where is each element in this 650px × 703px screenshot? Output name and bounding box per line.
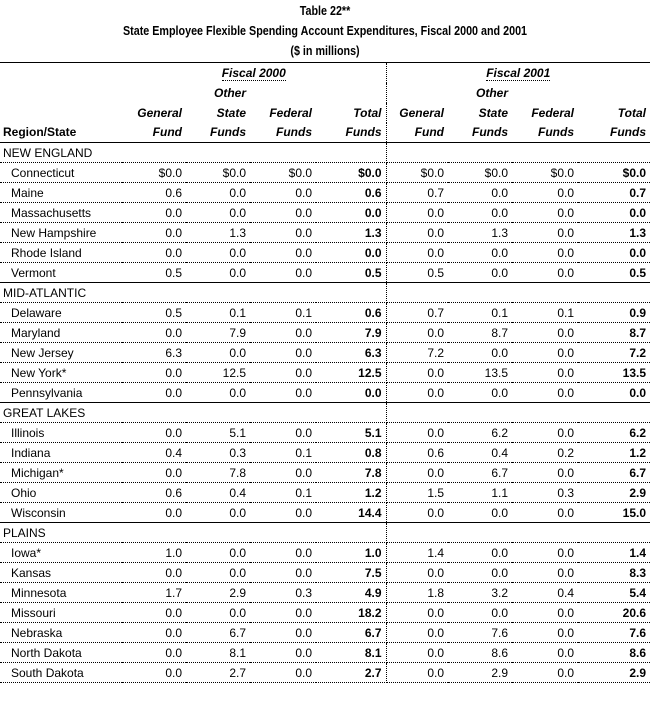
value-cell: 0.8	[316, 443, 386, 463]
value-cell: 0.0	[122, 663, 186, 683]
value-cell: 0.0	[448, 263, 512, 283]
value-cell: 7.9	[186, 323, 250, 343]
value-cell: 0.0	[386, 643, 448, 663]
table-row	[0, 203, 650, 223]
region-name: NEW ENGLAND	[0, 143, 122, 163]
header-total-2001: Total	[617, 105, 646, 120]
value-cell: 6.7	[186, 623, 250, 643]
value-cell: 0.0	[512, 203, 578, 223]
value-cell: 0.0	[448, 543, 512, 563]
table-row	[0, 323, 650, 343]
value-cell: 0.0	[512, 463, 578, 483]
value-cell: 0.1	[186, 303, 250, 323]
value-cell: 0.0	[250, 503, 316, 523]
value-cell: 0.0	[386, 243, 448, 263]
value-cell: 0.0	[512, 263, 578, 283]
value-cell: 0.0	[512, 343, 578, 363]
value-cell: 6.2	[448, 423, 512, 443]
value-cell: 0.0	[122, 623, 186, 643]
value-cell: 0.0	[386, 503, 448, 523]
region-header-row	[0, 143, 650, 163]
value-cell: 8.3	[578, 563, 650, 583]
state-name: Indiana	[0, 443, 122, 463]
state-name: Connecticut	[0, 163, 122, 183]
value-cell: 0.6	[122, 183, 186, 203]
value-cell: 0.0	[250, 663, 316, 683]
value-cell: 7.9	[316, 323, 386, 343]
value-cell: 1.0	[122, 543, 186, 563]
value-cell: 5.1	[316, 423, 386, 443]
value-cell: 0.4	[122, 443, 186, 463]
value-cell: 8.1	[316, 643, 386, 663]
table-title: State Employee Flexible Spending Account Expenditures, Fiscal 2000 and 2001	[122, 24, 528, 38]
value-cell: 0.0	[122, 323, 186, 343]
value-cell: 1.7	[122, 583, 186, 603]
value-cell: 0.0	[186, 503, 250, 523]
table-row	[0, 343, 650, 363]
value-cell: 2.9	[578, 483, 650, 503]
fiscal-2001-header: Fiscal 2001	[486, 65, 551, 80]
value-cell: 0.0	[512, 543, 578, 563]
value-cell: 1.8	[386, 583, 448, 603]
region-name: GREAT LAKES	[0, 403, 122, 423]
value-cell: 0.0	[448, 383, 512, 403]
header-row-other	[0, 83, 650, 103]
value-cell: 0.0	[250, 623, 316, 643]
value-cell: 6.7	[448, 463, 512, 483]
value-cell: 0.6	[316, 303, 386, 323]
state-name: Missouri	[0, 603, 122, 623]
value-cell: 0.0	[512, 563, 578, 583]
value-cell: $0.0	[186, 163, 250, 183]
header-funds-federal-2001: Funds	[538, 125, 574, 140]
state-name: Maine	[0, 183, 122, 203]
value-cell: 0.0	[316, 203, 386, 223]
value-cell: 7.8	[186, 463, 250, 483]
value-cell: $0.0	[122, 163, 186, 183]
state-name: New Hampshire	[0, 223, 122, 243]
value-cell: 0.0	[122, 603, 186, 623]
value-cell: 0.0	[186, 563, 250, 583]
value-cell: 0.0	[448, 563, 512, 583]
state-name: Minnesota	[0, 583, 122, 603]
value-cell: 6.3	[316, 343, 386, 363]
table-body	[0, 143, 650, 683]
fiscal-2000-header: Fiscal 2000	[221, 65, 286, 80]
value-cell: 0.3	[250, 583, 316, 603]
value-cell: 0.0	[250, 243, 316, 263]
state-name: Vermont	[0, 263, 122, 283]
value-cell: 0.0	[512, 183, 578, 203]
value-cell: 0.0	[186, 243, 250, 263]
value-cell: 0.5	[122, 303, 186, 323]
table-title-block	[0, 0, 650, 62]
state-name: South Dakota	[0, 663, 122, 683]
value-cell: 0.0	[386, 603, 448, 623]
value-cell: 0.0	[386, 423, 448, 443]
value-cell: 0.0	[448, 343, 512, 363]
value-cell: 0.0	[186, 263, 250, 283]
value-cell: 0.0	[186, 543, 250, 563]
value-cell: 13.5	[578, 363, 650, 383]
value-cell: 0.0	[578, 383, 650, 403]
state-name: Rhode Island	[0, 243, 122, 263]
value-cell: 0.7	[386, 303, 448, 323]
value-cell: 7.8	[316, 463, 386, 483]
value-cell: 4.9	[316, 583, 386, 603]
value-cell: 0.0	[122, 383, 186, 403]
value-cell: 0.0	[386, 383, 448, 403]
fsa-expenditures-table	[0, 62, 650, 683]
value-cell: 0.3	[512, 483, 578, 503]
header-general-2001: General	[399, 105, 444, 120]
table-number: Table 22**	[299, 4, 351, 18]
header-funds-total-2001: Funds	[610, 125, 646, 140]
state-name: Illinois	[0, 423, 122, 443]
value-cell: 0.0	[250, 643, 316, 663]
value-cell: 0.0	[512, 223, 578, 243]
table-row	[0, 663, 650, 683]
state-name: North Dakota	[0, 643, 122, 663]
value-cell: 0.0	[250, 203, 316, 223]
value-cell: 1.2	[316, 483, 386, 503]
value-cell: 0.0	[512, 363, 578, 383]
header-federal-2000: Federal	[269, 105, 312, 120]
table-units: ($ in millions)	[290, 44, 360, 58]
region-name: MID-ATLANTIC	[0, 283, 122, 303]
value-cell: 0.0	[122, 423, 186, 443]
value-cell: 0.0	[186, 203, 250, 223]
table-row	[0, 463, 650, 483]
value-cell: 0.0	[122, 223, 186, 243]
table-row	[0, 563, 650, 583]
value-cell: 0.0	[512, 423, 578, 443]
value-cell: 0.4	[512, 583, 578, 603]
table-row	[0, 623, 650, 643]
value-cell: 0.0	[122, 503, 186, 523]
value-cell: 0.0	[250, 363, 316, 383]
value-cell: 0.1	[250, 303, 316, 323]
value-cell: 0.0	[316, 243, 386, 263]
value-cell: 0.0	[250, 343, 316, 363]
value-cell: 0.5	[578, 263, 650, 283]
value-cell: 0.0	[512, 243, 578, 263]
value-cell: 6.3	[122, 343, 186, 363]
value-cell: 0.0	[386, 203, 448, 223]
value-cell: 8.6	[448, 643, 512, 663]
value-cell: 8.1	[186, 643, 250, 663]
value-cell: 0.0	[386, 363, 448, 383]
state-name: Michigan*	[0, 463, 122, 483]
value-cell: 8.6	[578, 643, 650, 663]
value-cell: $0.0	[316, 163, 386, 183]
value-cell: 1.2	[578, 443, 650, 463]
header-region-state: Region/State	[3, 125, 77, 140]
state-name: New Jersey	[0, 343, 122, 363]
value-cell: 0.0	[186, 603, 250, 623]
value-cell: 0.0	[186, 343, 250, 363]
value-cell: 0.0	[386, 463, 448, 483]
value-cell: 2.7	[316, 663, 386, 683]
value-cell: 0.9	[578, 303, 650, 323]
value-cell: 0.0	[122, 643, 186, 663]
value-cell: 1.4	[386, 543, 448, 563]
value-cell: $0.0	[578, 163, 650, 183]
value-cell: 0.0	[186, 183, 250, 203]
state-name: Maryland	[0, 323, 122, 343]
value-cell: 0.4	[186, 483, 250, 503]
value-cell: 0.0	[512, 623, 578, 643]
header-row-fund	[0, 123, 650, 143]
table-row	[0, 243, 650, 263]
value-cell: 0.0	[512, 503, 578, 523]
state-name: New York*	[0, 363, 122, 383]
value-cell: 0.0	[122, 203, 186, 223]
state-name: Kansas	[0, 563, 122, 583]
value-cell: 0.0	[250, 563, 316, 583]
table-row	[0, 603, 650, 623]
value-cell: 6.2	[578, 423, 650, 443]
header-state-2001: State	[478, 105, 508, 120]
value-cell: 0.0	[512, 323, 578, 343]
value-cell: 8.7	[578, 323, 650, 343]
value-cell: 0.0	[250, 543, 316, 563]
value-cell: 20.6	[578, 603, 650, 623]
table-row	[0, 183, 650, 203]
value-cell: 0.0	[512, 643, 578, 663]
value-cell: 0.0	[122, 463, 186, 483]
region-header-row	[0, 523, 650, 543]
value-cell: 12.5	[316, 363, 386, 383]
value-cell: 0.1	[512, 303, 578, 323]
value-cell: 2.9	[448, 663, 512, 683]
value-cell: 0.6	[316, 183, 386, 203]
header-row-type	[0, 103, 650, 123]
value-cell: 1.3	[316, 223, 386, 243]
value-cell: 0.4	[448, 443, 512, 463]
table-row	[0, 583, 650, 603]
value-cell: 0.5	[122, 263, 186, 283]
value-cell: 0.0	[578, 243, 650, 263]
value-cell: 0.0	[448, 183, 512, 203]
value-cell: 0.1	[448, 303, 512, 323]
value-cell: 7.2	[578, 343, 650, 363]
table-row	[0, 483, 650, 503]
value-cell: 15.0	[578, 503, 650, 523]
value-cell: 0.2	[512, 443, 578, 463]
value-cell: 7.6	[578, 623, 650, 643]
value-cell: 14.4	[316, 503, 386, 523]
table-row	[0, 363, 650, 383]
value-cell: 1.3	[578, 223, 650, 243]
value-cell: 0.0	[250, 423, 316, 443]
header-fund-2000: Fund	[152, 125, 182, 140]
value-cell: 0.0	[448, 203, 512, 223]
header-funds-state-2000: Funds	[210, 125, 246, 140]
value-cell: 1.1	[448, 483, 512, 503]
value-cell: 0.0	[250, 603, 316, 623]
value-cell: 0.0	[186, 383, 250, 403]
value-cell: 0.3	[186, 443, 250, 463]
value-cell: 0.6	[386, 443, 448, 463]
header-other-2000: Other	[213, 85, 246, 100]
header-funds-total-2000: Funds	[316, 123, 386, 143]
header-general-2000: General	[137, 105, 182, 120]
value-cell: 0.0	[316, 383, 386, 403]
value-cell: 0.6	[122, 483, 186, 503]
value-cell: 1.5	[386, 483, 448, 503]
value-cell: 0.0	[250, 383, 316, 403]
value-cell: 0.0	[448, 603, 512, 623]
value-cell: 0.7	[386, 183, 448, 203]
state-name: Delaware	[0, 303, 122, 323]
value-cell: 7.5	[316, 563, 386, 583]
value-cell: 0.0	[250, 323, 316, 343]
value-cell: 0.5	[386, 263, 448, 283]
value-cell: 0.1	[250, 483, 316, 503]
value-cell: 0.0	[386, 563, 448, 583]
value-cell: 0.0	[386, 323, 448, 343]
header-federal-2001: Federal	[531, 105, 574, 120]
value-cell: 0.0	[512, 663, 578, 683]
value-cell: 0.1	[250, 443, 316, 463]
table-row	[0, 303, 650, 323]
value-cell: 0.0	[512, 603, 578, 623]
value-cell: 6.7	[578, 463, 650, 483]
value-cell: 1.3	[448, 223, 512, 243]
header-row-fiscal	[0, 63, 650, 83]
value-cell: 13.5	[448, 363, 512, 383]
table-row	[0, 263, 650, 283]
value-cell: 7.2	[386, 343, 448, 363]
header-other-2001: Other	[475, 85, 508, 100]
table-row	[0, 543, 650, 563]
value-cell: $0.0	[448, 163, 512, 183]
value-cell: 0.0	[122, 563, 186, 583]
value-cell: 12.5	[186, 363, 250, 383]
value-cell: 0.0	[250, 263, 316, 283]
value-cell: 0.0	[122, 243, 186, 263]
value-cell: $0.0	[386, 163, 448, 183]
value-cell: 6.7	[316, 623, 386, 643]
header-funds-state-2001: Funds	[472, 125, 508, 140]
value-cell: 0.0	[250, 463, 316, 483]
state-name: Nebraska	[0, 623, 122, 643]
table-row	[0, 423, 650, 443]
value-cell: 8.7	[448, 323, 512, 343]
state-name: Ohio	[0, 483, 122, 503]
value-cell: $0.0	[250, 163, 316, 183]
region-name: PLAINS	[0, 523, 122, 543]
value-cell: $0.0	[512, 163, 578, 183]
table-row	[0, 383, 650, 403]
table-row	[0, 223, 650, 243]
value-cell: 7.6	[448, 623, 512, 643]
value-cell: 0.0	[448, 243, 512, 263]
table-row	[0, 503, 650, 523]
value-cell: 0.0	[250, 223, 316, 243]
region-header-row	[0, 403, 650, 423]
value-cell: 0.0	[386, 223, 448, 243]
value-cell: 0.0	[386, 663, 448, 683]
value-cell: 1.3	[186, 223, 250, 243]
header-funds-federal-2000: Funds	[276, 125, 312, 140]
state-name: Wisconsin	[0, 503, 122, 523]
value-cell: 5.1	[186, 423, 250, 443]
region-header-row	[0, 283, 650, 303]
header-total-2000: Total	[316, 103, 386, 123]
value-cell: 5.4	[578, 583, 650, 603]
value-cell: 1.0	[316, 543, 386, 563]
header-state-2000: State	[216, 105, 246, 120]
state-name: Iowa*	[0, 543, 122, 563]
value-cell: 0.5	[316, 263, 386, 283]
value-cell: 18.2	[316, 603, 386, 623]
value-cell: 3.2	[448, 583, 512, 603]
table-row	[0, 643, 650, 663]
state-name: Massachusetts	[0, 203, 122, 223]
value-cell: 1.4	[578, 543, 650, 563]
table-row	[0, 163, 650, 183]
value-cell: 0.0	[512, 383, 578, 403]
value-cell: 0.0	[578, 203, 650, 223]
table-row	[0, 443, 650, 463]
value-cell: 2.9	[578, 663, 650, 683]
value-cell: 0.7	[578, 183, 650, 203]
value-cell: 0.0	[250, 183, 316, 203]
value-cell: 0.0	[122, 363, 186, 383]
value-cell: 0.0	[386, 623, 448, 643]
value-cell: 2.7	[186, 663, 250, 683]
header-fund-2001: Fund	[414, 125, 444, 140]
value-cell: 2.9	[186, 583, 250, 603]
value-cell: 0.0	[448, 503, 512, 523]
state-name: Pennsylvania	[0, 383, 122, 403]
